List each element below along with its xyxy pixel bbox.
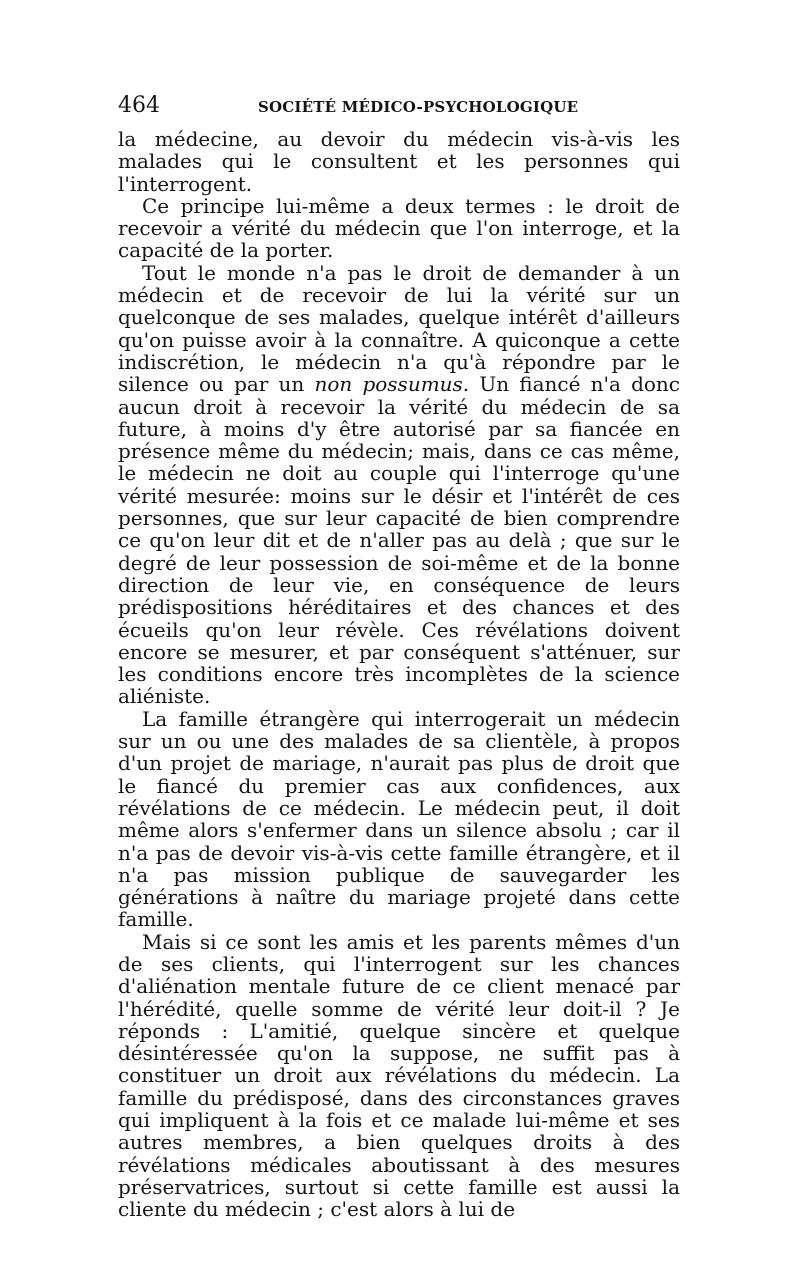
paragraph-3: [118, 262, 680, 708]
paragraph-3-text-end: Un fiancé n'a donc aucun droit à recevoir la vérité du médecin de sa future, à moins d'y être autorisé par sa fiancée en présence même du médecin; mais, dans ce cas même, le médecin ne doit au couple qui l'interroge qu'une vérité mesurée: moins sur le désir et l'intérêt de ces personnes, que sur leur capacité de bien comprendre ce qu'on leur dit et de n'aller pas au delà ; que sur le degré de leur possession de soi-même et de la bonne direction de leur vie, en conséquence de leurs prédispositions héréditaires et des chances et des écueils qu'on leur révèle. Ces révélations doivent encore se mesurer, et par conséquent s'atténuer, sur les conditions encore très incomplètes de la science aliéniste.: [118, 372, 680, 709]
body-text: [118, 128, 680, 1221]
paragraph-5: Mais si ce sont les amis et les parents mêmes d'un de ses clients, qui l'interrogent sur les chances d'aliénation mentale future de ce client menacé par l'hérédité, quelle somme de vérité leur doit-il ? Je réponds : L'amitié, quelque sincère et quelque désintéressée qu'on la suppose, ne suffit pas à constituer un droit aux révélations du médecin. La famille du prédisposé, dans des circonstances graves qui impliquent à la fois et ce malade lui-même et ses autres membres, a bien quelques droits à des révélations médicales aboutissant à des mesures préservatrices, surtout si cette famille est aussi la cliente du médecin ; c'est alors à lui de: [118, 929, 680, 1222]
running-title: SOCIÉTÉ MÉDICO-PSYCHOLOGIQUE: [258, 98, 579, 116]
page-number: 464: [118, 93, 160, 118]
paragraph-1: la médecine, au devoir du médecin vis-à-vis les malades qui le consultent et les personnes qui l'interrogent.: [118, 127, 680, 196]
running-head: [118, 93, 680, 119]
paragraph-3-text-start: Tout le monde n'a pas le droit de demander à un médecin et de recevoir de lui la vérité sur un quelconque de ses malades, quelque intérêt d'ailleurs qu'on puisse avoir à la connaître. A quiconque a cette indiscrétion, le médecin n'a qu'à répondre par le silence ou par un: [118, 260, 680, 397]
paragraph-4: La famille étrangère qui interrogerait un médecin sur un ou une des malades de sa clientèle, à propos d'un projet de mariage, n'aurait pas plus de droit que le fiancé du premier cas aux confidences, aux révélations de ce médecin. Le médecin peut, il doit même alors s'enfermer dans un silence absolu ; car il n'a pas de devoir vis-à-vis cette famille étrangère, et il n'a pas mission publique de sauvegarder les générations à naître du mariage projeté dans cette famille.: [118, 706, 680, 932]
latin-phrase: non possumus.: [314, 372, 470, 397]
paragraph-2: Ce principe lui-même a deux termes : le droit de recevoir a vérité du médecin que l'on interroge, et la capacité de la porter.: [118, 193, 680, 263]
